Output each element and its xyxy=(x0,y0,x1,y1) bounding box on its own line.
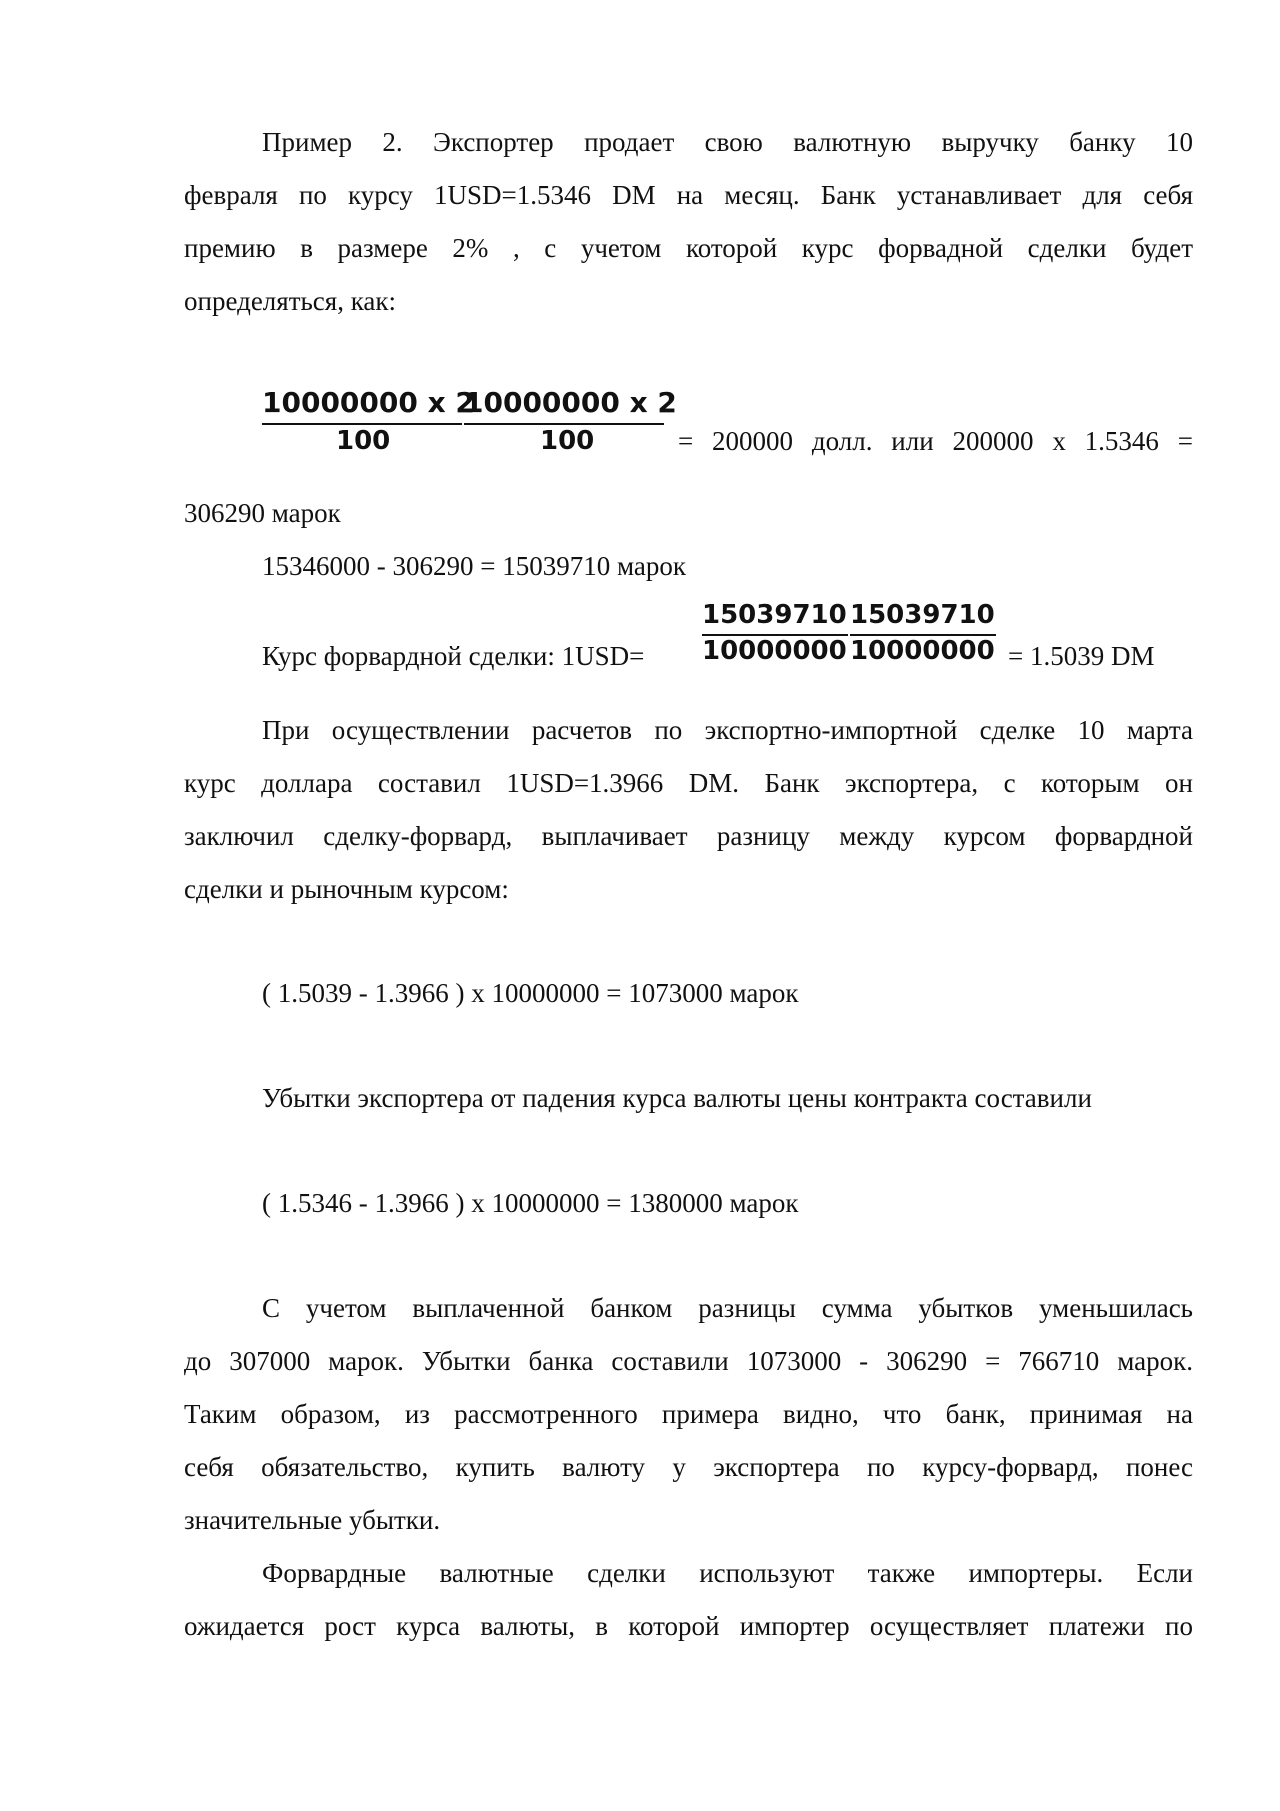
fraction-2a-denominator: 10000000 xyxy=(702,636,847,666)
fraction-1a xyxy=(262,386,475,456)
paragraph-1-line-4: определяться, как: xyxy=(184,286,397,316)
paragraph-4-line-5: значительные убытки. xyxy=(184,1505,441,1535)
paragraph-1-line-2: февраля по курсу 1USD=1.5346 DM на месяц. Банк устанавливает для себя xyxy=(184,180,1193,210)
fraction-1b-numerator: 10000000 x 2 xyxy=(464,386,677,419)
fraction-1a-bar xyxy=(262,423,462,425)
paragraph-2-line-3: заключил сделку-форвард, выплачивает разницу между курсом форвардной xyxy=(184,821,1193,851)
paragraph-5-line-1: Форвардные валютные сделки используют также импортеры. Если xyxy=(262,1558,1193,1588)
fraction-1a-denominator: 100 xyxy=(336,426,391,456)
paragraph-4-line-2: до 307000 марок. Убытки банка составили 1073000 - 306290 = 766710 марок. xyxy=(184,1346,1193,1376)
paragraph-4-line-4: себя обязательство, купить валюту у экспортера по курсу-форвард, понес xyxy=(184,1452,1193,1482)
calculation-3: ( 1.5346 - 1.3966 ) х 10000000 = 1380000 марок xyxy=(262,1188,799,1218)
paragraph-4-line-1: С учетом выплаченной банком разницы сумма убытков уменьшилась xyxy=(262,1293,1193,1323)
paragraph-2-line-4: сделки и рыночным курсом: xyxy=(184,874,509,904)
fraction-2b-denominator: 10000000 xyxy=(850,636,995,666)
paragraph-5-line-2: ожидается рост курса валюты, в которой импортер осуществляет платежи по xyxy=(184,1611,1193,1641)
formula-1-continuation: 306290 марок xyxy=(184,498,341,528)
fraction-2a xyxy=(702,600,848,672)
paragraph-1-line-1: Пример 2. Экспортер продает свою валютную выручку банку 10 xyxy=(262,127,1193,157)
paragraph-2-line-2: курс доллара составил 1USD=1.3966 DM. Банк экспортера, с которым он xyxy=(184,768,1193,798)
formula-2-result: = 1.5039 DM xyxy=(1008,641,1155,671)
calculation-2: ( 1.5039 - 1.3966 ) х 10000000 = 1073000 марок xyxy=(262,978,799,1008)
formula-1-rest: = 200000 долл. или 200000 х 1.5346 = xyxy=(678,426,1193,456)
fraction-2a-numerator: 15039710 xyxy=(702,600,847,630)
fraction-1b-bar xyxy=(464,423,664,425)
calculation-1: 15346000 - 306290 = 15039710 марок xyxy=(262,551,686,581)
paragraph-3: Убытки экспортера от падения курса валюты цены контракта составили xyxy=(262,1083,1092,1113)
fraction-2b-numerator: 15039710 xyxy=(850,600,995,630)
formula-2-label: Курс форвардной сделки: 1USD= xyxy=(262,641,645,671)
paragraph-1-line-3: премию в размере 2% , с учетом которой курс форвадной сделки будет xyxy=(184,233,1193,263)
paragraph-2-line-1: При осуществлении расчетов по экспортно-импортной сделке 10 марта xyxy=(262,715,1193,745)
fraction-1b-denominator: 100 xyxy=(540,426,595,456)
paragraph-4-line-3: Таким образом, из рассмотренного примера видно, что банк, принимая на xyxy=(184,1399,1193,1429)
fraction-2b xyxy=(850,600,996,672)
fraction-1b xyxy=(464,386,677,456)
fraction-1a-numerator: 10000000 x 2 xyxy=(262,386,475,419)
